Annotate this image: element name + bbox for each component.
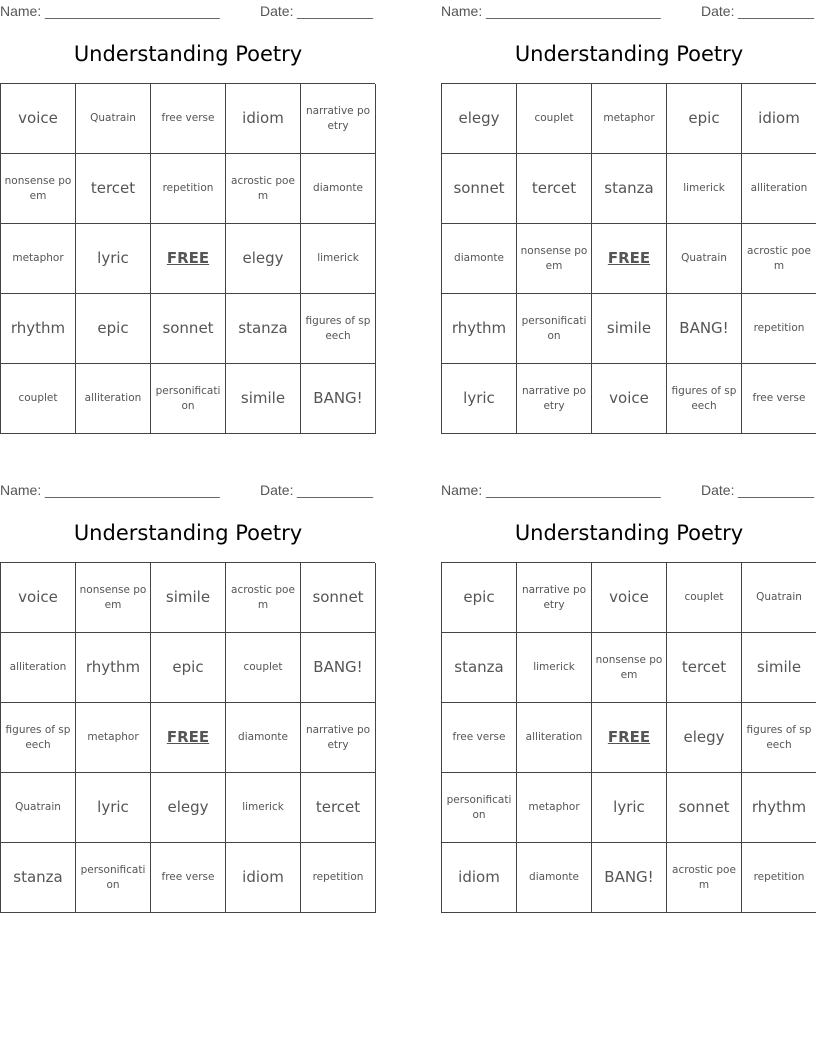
date-blank-line: __________ (297, 482, 373, 498)
name-blank-line: _______________________ (486, 482, 661, 498)
bingo-cell: metaphor (1, 224, 76, 294)
bingo-cell: idiom (442, 843, 517, 913)
bingo-cell: lyric (442, 364, 517, 434)
bingo-cell: simile (226, 364, 301, 434)
bingo-cell: idiom (742, 84, 816, 154)
name-label: Name: (441, 3, 483, 19)
bingo-cell: simile (742, 633, 816, 703)
bingo-cell: limerick (517, 633, 592, 703)
bingo-cell: figures of speech (301, 294, 376, 364)
card-title: Understanding Poetry (73, 42, 303, 66)
bingo-grid (441, 83, 816, 434)
free-space-cell: FREE (151, 703, 226, 773)
bingo-grid (0, 562, 375, 913)
bingo-cell: Quatrain (76, 84, 151, 154)
date-label: Date: (701, 3, 735, 19)
bingo-cell: simile (592, 294, 667, 364)
bingo-cell: sonnet (442, 154, 517, 224)
bingo-cell: elegy (226, 224, 301, 294)
bingo-cell: narrative poetry (301, 84, 376, 154)
bingo-cell: nonsense poem (592, 633, 667, 703)
bingo-cell: limerick (301, 224, 376, 294)
bingo-cell: voice (592, 563, 667, 633)
bingo-cell: personification (76, 843, 151, 913)
bingo-cell: lyric (76, 773, 151, 843)
free-space-cell: FREE (592, 224, 667, 294)
date-label: Date: (701, 482, 735, 498)
bingo-cell: idiom (226, 84, 301, 154)
bingo-cell: Quatrain (1, 773, 76, 843)
name-blank-line: _______________________ (45, 3, 220, 19)
bingo-cell: repetition (742, 294, 816, 364)
date-label: Date: (260, 482, 294, 498)
bingo-cell: couplet (667, 563, 742, 633)
bingo-cell: diamonte (226, 703, 301, 773)
name-label: Name: (0, 482, 42, 498)
bingo-cell: epic (442, 563, 517, 633)
bingo-card (0, 479, 376, 913)
bingo-cell: couplet (517, 84, 592, 154)
name-label: Name: (441, 482, 483, 498)
name-blank-line: _______________________ (486, 3, 661, 19)
bingo-cell: couplet (1, 364, 76, 434)
bingo-cell: tercet (301, 773, 376, 843)
bingo-cell: epic (76, 294, 151, 364)
bingo-cell: rhythm (442, 294, 517, 364)
bingo-cell: alliteration (1, 633, 76, 703)
bingo-cell: rhythm (742, 773, 816, 843)
bingo-cell: metaphor (517, 773, 592, 843)
bingo-cell: narrative poetry (517, 563, 592, 633)
bingo-cell: stanza (226, 294, 301, 364)
bingo-cell: idiom (226, 843, 301, 913)
bingo-cell: limerick (226, 773, 301, 843)
bingo-cell: rhythm (1, 294, 76, 364)
bingo-cell: BANG! (301, 633, 376, 703)
bingo-cell: sonnet (301, 563, 376, 633)
bingo-cell: simile (151, 563, 226, 633)
bingo-cell: metaphor (592, 84, 667, 154)
bingo-cell: sonnet (151, 294, 226, 364)
bingo-cell: elegy (151, 773, 226, 843)
card-title: Understanding Poetry (514, 42, 744, 66)
bingo-cell: diamonte (301, 154, 376, 224)
name-label: Name: (0, 3, 42, 19)
free-space-cell: FREE (151, 224, 226, 294)
bingo-cell: diamonte (517, 843, 592, 913)
bingo-cell: voice (1, 84, 76, 154)
bingo-cell: diamonte (442, 224, 517, 294)
bingo-cell: nonsense poem (1, 154, 76, 224)
bingo-cell: figures of speech (742, 703, 816, 773)
name-date-row (441, 482, 816, 498)
bingo-cell: free verse (442, 703, 517, 773)
bingo-cell: figures of speech (1, 703, 76, 773)
bingo-grid (0, 83, 375, 434)
bingo-cell: tercet (76, 154, 151, 224)
bingo-cell: personification (151, 364, 226, 434)
bingo-cell: BANG! (592, 843, 667, 913)
bingo-cell: alliteration (742, 154, 816, 224)
bingo-cell: epic (667, 84, 742, 154)
bingo-cell: BANG! (667, 294, 742, 364)
bingo-cell: acrostic poem (742, 224, 816, 294)
date-blank-line: __________ (297, 3, 373, 19)
date-label: Date: (260, 3, 294, 19)
bingo-cell: voice (1, 563, 76, 633)
bingo-cell: free verse (151, 843, 226, 913)
bingo-cell: rhythm (76, 633, 151, 703)
bingo-cell: sonnet (667, 773, 742, 843)
bingo-cell: personification (517, 294, 592, 364)
date-blank-line: __________ (738, 482, 814, 498)
date-blank-line: __________ (738, 3, 814, 19)
bingo-cell: acrostic poem (226, 154, 301, 224)
bingo-cell: narrative poetry (517, 364, 592, 434)
bingo-cell: stanza (442, 633, 517, 703)
bingo-cell: stanza (592, 154, 667, 224)
bingo-cell: free verse (742, 364, 816, 434)
bingo-cell: tercet (517, 154, 592, 224)
bingo-cell: acrostic poem (226, 563, 301, 633)
bingo-cell: nonsense poem (517, 224, 592, 294)
bingo-cell: epic (151, 633, 226, 703)
bingo-cell: alliteration (76, 364, 151, 434)
bingo-cell: repetition (151, 154, 226, 224)
card-title: Understanding Poetry (73, 521, 303, 545)
bingo-cell: personification (442, 773, 517, 843)
bingo-grid (441, 562, 816, 913)
bingo-cell: figures of speech (667, 364, 742, 434)
name-date-row (441, 3, 816, 19)
bingo-cell: repetition (301, 843, 376, 913)
bingo-cell: alliteration (517, 703, 592, 773)
bingo-cell: repetition (742, 843, 816, 913)
bingo-card (0, 0, 376, 434)
bingo-cell: Quatrain (667, 224, 742, 294)
bingo-cell: stanza (1, 843, 76, 913)
bingo-cell: acrostic poem (667, 843, 742, 913)
free-space-cell: FREE (592, 703, 667, 773)
bingo-cell: lyric (592, 773, 667, 843)
bingo-cell: narrative poetry (301, 703, 376, 773)
bingo-cell: voice (592, 364, 667, 434)
name-date-row (0, 482, 376, 498)
bingo-cell: nonsense poem (76, 563, 151, 633)
bingo-cell: elegy (667, 703, 742, 773)
bingo-card (441, 479, 816, 913)
bingo-cell: limerick (667, 154, 742, 224)
name-blank-line: _______________________ (45, 482, 220, 498)
bingo-cell: free verse (151, 84, 226, 154)
name-date-row (0, 3, 376, 19)
bingo-cell: tercet (667, 633, 742, 703)
bingo-cell: couplet (226, 633, 301, 703)
bingo-cell: lyric (76, 224, 151, 294)
bingo-card (441, 0, 816, 434)
bingo-cell: Quatrain (742, 563, 816, 633)
bingo-cell: BANG! (301, 364, 376, 434)
bingo-cell: metaphor (76, 703, 151, 773)
bingo-cell: elegy (442, 84, 517, 154)
card-title: Understanding Poetry (514, 521, 744, 545)
